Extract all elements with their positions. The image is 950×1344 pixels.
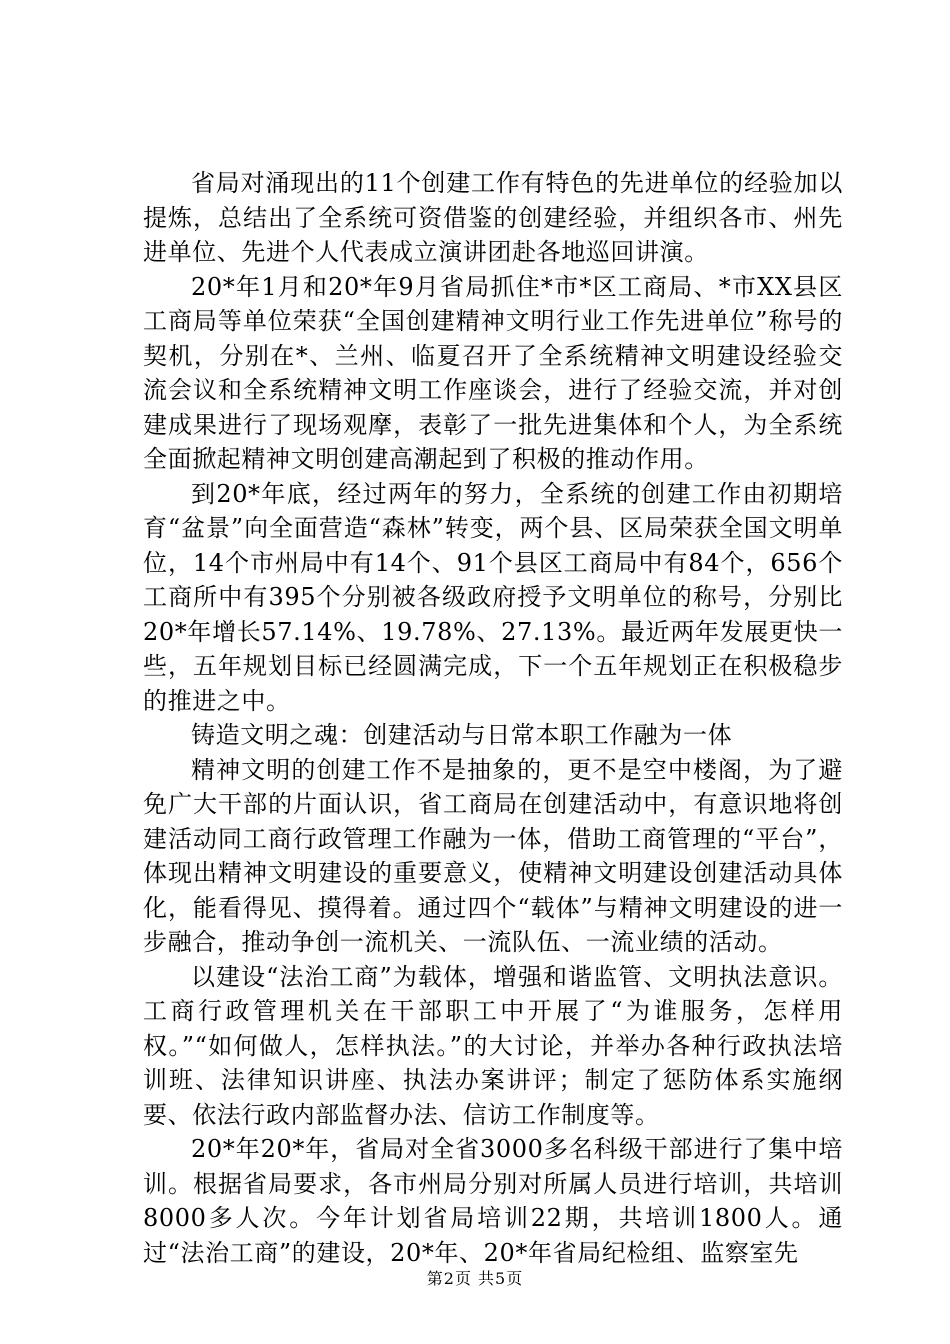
section-heading: 铸造文明之魂：创建活动与日常本职工作融为一体 <box>191 721 733 749</box>
page-number-footer: 第2页 共5页 <box>426 1269 524 1288</box>
paragraph-experience-summary: 省局对涌现出的11个创建工作有特色的先进单位的经验加以提炼，总结出了全系统可资借鉴的创建经验，并组织各市、州先进单位、先进个人代表成立演讲团赴各地巡回讲演。 <box>143 169 843 266</box>
paragraph-rule-of-law: 以建设“法治工商”为载体，增强和谐监管、文明执法意识。工商行政管理机关在干部职工中开展了“为谁服务，怎样用权。”“如何做人，怎样执法。”的大讨论，并举办各种行政执法培训班、法律知识讲座、执法办案讲评；制定了惩防体系实施纲要、依法行政内部监督办法、信访工作制度等。 <box>143 962 843 1129</box>
paragraph-exchange-meetings: 20*年1月和20*年9月省局抓住*市*区工商局、*市XX县区工商局等单位荣获“全国创建精神文明行业工作先进单位”称号的契机，分别在*、兰州、临夏召开了全系统精神文明建设经验交流会议和全系统精神文明工作座谈会，进行了经验交流，并对创建成果进行了现场观摩，表彰了一批先进集体和个人，为全系统全面掀起精神文明创建高潮起到了积极的推动作用。 <box>143 272 843 473</box>
paragraph-integration: 精神文明的创建工作不是抽象的，更不是空中楼阁，为了避免广大干部的片面认识，省工商局在创建活动中，有意识地将创建活动同工商行政管理工作融为一体，借助工商管理的“平台”，体现出精神文明建设的重要意义，使精神文明建设创建活动具体化，能看得见、摸得着。通过四个“载体”与精神文明建设的进一步融合，推动争创一流机关、一流队伍、一流业绩的活动。 <box>143 755 843 956</box>
paragraph-training: 20*年20*年，省局对全省3000多名科级干部进行了集中培训。根据省局要求，各市州局分别对所属人员进行培训，共培训8000多人次。今年计划省局培训22期，共培训1800人。通过“法治工商”的建设，20*年、20*年省局纪检组、监察室先 <box>143 1135 843 1267</box>
paragraph-results: 到20*年底，经过两年的努力，全系统的创建工作由初期培育“盆景”向全面营造“森林”转变，两个县、区局荣获全国文明单位，14个市州局中有14个、91个县区工商局中有84个，656个工商所中有395个分别被各级政府授予文明单位的称号，分别比20*年增长57.14%、19.78%、27.13%。最近两年发展更快一些，五年规划目标已经圆满完成，下一个五年规划正在积极稳步的推进之中。 <box>143 479 843 715</box>
document-body <box>143 166 843 1270</box>
